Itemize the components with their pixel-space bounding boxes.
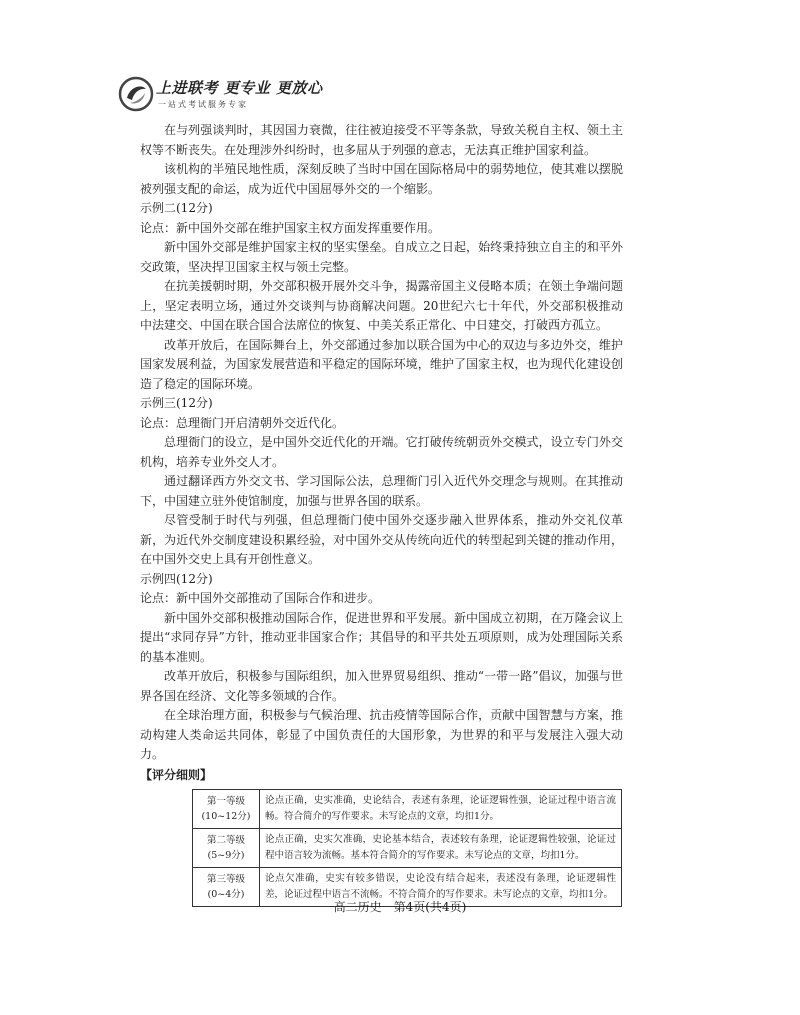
grade-level-cell	[193, 828, 260, 867]
paragraph: 在全球治理方面，积极参与气候治理、抗击疫情等国际合作，贡献中国智慧与方案，推动构建人类命运共同体，彰显了中国负责任的大国形象，为世界的和平与发展注入强大动力。	[140, 708, 623, 761]
paragraph: 改革开放后，在国际舞台上，外交部通过参加以联合国为中心的双边与多边外交，维护国家发展利益，为国家发展营造和平稳定的国际环境，维护了国家主权，也为现代化建设创造了稳定的国际环境。	[140, 337, 623, 391]
thesis-statement: 论点：新中国外交部推动了国际合作和进步。	[140, 591, 381, 605]
brand-logo-icon	[118, 76, 154, 112]
grade-description: 论点正确，史实准确，史论结合，表述有条理，论证逻辑性强，论证过程中语言流畅。符合简介的写作要求。未写论点的文章，均扣1分。	[260, 789, 622, 828]
paragraph: 新中国外交部是维护国家主权的坚实堡垒。自成立之日起，始终秉持独立自主的和平外交政策，坚决捍卫国家主权与领土完整。	[140, 240, 623, 274]
brand-slogan: 上进联考 更专业 更放心	[156, 79, 323, 97]
brand-tagline: 一站式考试服务专家	[158, 100, 248, 109]
page-footer: 高二历史 第4页(共4页)	[333, 900, 467, 914]
grade-description: 论点正确，史实欠准确，史论基本结合，表述较有条理，论证逻辑性较强，论证过程中语言较为流畅。基本符合简介的写作要求。未写论点的文章，均扣1分。	[260, 828, 622, 867]
paragraph: 新中国外交部积极推动国际合作，促进世界和平发展。新中国成立初期，在万隆会议上提出“求同存异”方针，推动亚非国家合作；其倡导的和平共处五项原则，成为处理国际关系的基本准则。	[140, 610, 623, 664]
paragraph: 尽管受制于时代与列强，但总理衙门使中国外交逐步融入世界体系，推动外交礼仪革新，为近代外交制度建设积累经验，对中国外交从传统向近代的转型起到关键的推动作用，在中国外交史上具有开创性意义。	[140, 513, 623, 566]
grade-level-range: (5~9分)	[207, 849, 245, 861]
thesis-statement: 论点：总理衙门开启清朝外交近代化。	[140, 415, 345, 430]
paragraph: 通过翻译西方外交文书、学习国际公法，总理衙门引入近代外交理念与规则。在其推动下，中国建立驻外使馆制度，加强与世界各国的联系。	[140, 474, 623, 508]
table-row	[193, 789, 622, 828]
grading-criteria-title: 【评分细则】	[140, 767, 213, 782]
grade-level-range: (0~4分)	[207, 888, 245, 900]
paragraph: 改革开放后，积极参与国际组织，加入世界贸易组织、推动“一带一路”倡议，加强与世界各国在经济、文化等多领域的合作。	[140, 669, 623, 703]
grade-level-name: 第二等级	[206, 834, 245, 846]
page-header	[118, 74, 418, 118]
grading-criteria-table	[192, 789, 622, 907]
grade-level-name: 第一等级	[206, 795, 245, 807]
answer-content	[140, 121, 623, 907]
table-row	[193, 828, 622, 867]
paragraph-list	[140, 121, 623, 765]
thesis-statement: 论点：新中国外交部在维护国家主权方面发挥重要作用。	[140, 220, 441, 235]
grade-level-cell	[193, 789, 260, 828]
example-heading: 示例四(12分)	[140, 571, 213, 586]
example-heading: 示例三(12分)	[140, 396, 213, 410]
grade-level-range: (10~12分)	[201, 810, 251, 822]
paragraph: 总理衙门的设立，是中国外交近代化的开端。它打破传统朝贡外交模式，设立专门外交机构，培养专业外交人才。	[140, 435, 623, 469]
grade-description: 论点欠准确，史实有较多错误，史论没有结合起来，表述没有条理，论证逻辑性差，论证过程中语言不流畅。不符合简介的写作要求。未写论点的文章，均扣1分。	[260, 867, 622, 906]
example-heading: 示例二(12分)	[140, 201, 213, 215]
paragraph: 该机构的半殖民地性质，深刻反映了当时中国在国际格局中的弱势地位，使其难以摆脱被列强支配的命运，成为近代中国屈辱外交的一个缩影。	[140, 162, 623, 196]
paragraph: 在抗美援朝时期，外交部积极开展外交斗争，揭露帝国主义侵略本质；在领土争端问题上，坚定表明立场，通过外交谈判与协商解决问题。20世纪六七十年代，外交部积极推动中法建交、中国在联合国合法席位的恢复、中美关系正常化、中日建交，打破西方孤立。	[140, 279, 623, 332]
grade-level-name: 第三等级	[206, 873, 245, 885]
paragraph: 在与列强谈判时，其因国力衰微，往往被迫接受不平等条款，导致关税自主权、领土主权等不断丧失。在处理涉外纠纷时，也多屈从于列强的意志，无法真正维护国家利益。	[140, 123, 623, 157]
